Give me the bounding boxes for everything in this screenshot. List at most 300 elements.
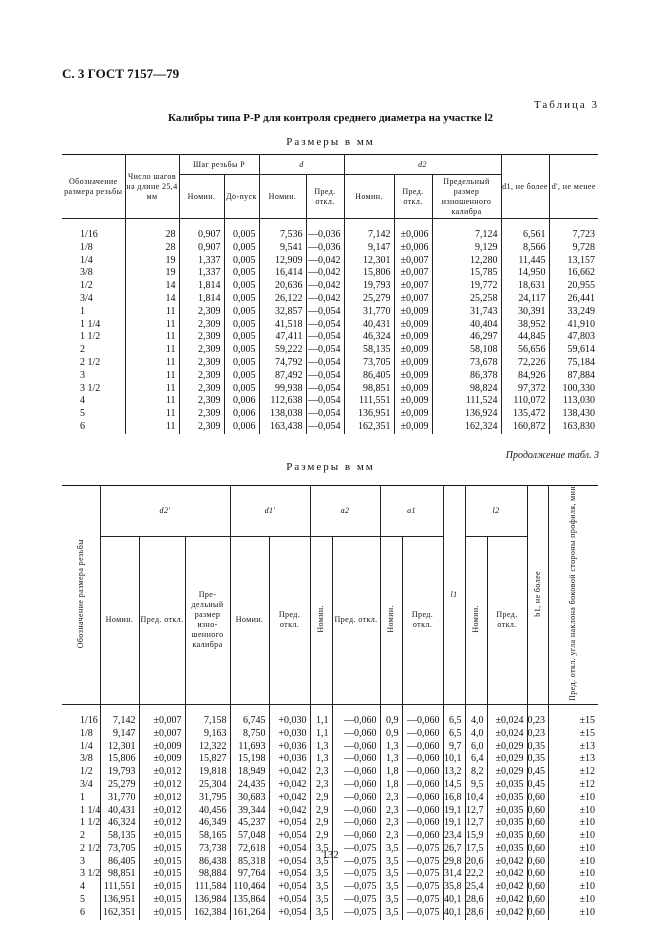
- table-cell: 26,441: [549, 293, 598, 306]
- table-row: [62, 881, 598, 894]
- table-cell: —0,054: [306, 306, 344, 319]
- table-cell: 3,5: [310, 907, 332, 920]
- table-cell: 0,005: [224, 255, 259, 268]
- table-cell: 14,950: [501, 267, 549, 280]
- table-cell: —0,054: [306, 421, 344, 434]
- table-cell: 2,309: [179, 383, 224, 396]
- table-cell: 23,4: [443, 830, 465, 843]
- table-cell: ±10: [548, 792, 598, 805]
- table-cell: ±0,035: [487, 843, 527, 856]
- thread-size: 1/16: [62, 219, 125, 242]
- thread-size: 1 1/2: [62, 331, 125, 344]
- table-cell: —0,054: [306, 395, 344, 408]
- table-cell: 2,309: [179, 306, 224, 319]
- table-row: [62, 408, 598, 421]
- table-cell: +0,042: [269, 779, 310, 792]
- thread-size: 3: [62, 370, 125, 383]
- table-cell: 0,60: [527, 881, 548, 894]
- thread-size: 6: [62, 907, 100, 920]
- table-cell: —0,042: [306, 293, 344, 306]
- table-cell: 86,378: [432, 370, 501, 383]
- table-cell: 18,631: [501, 280, 549, 293]
- table-cell: 13,157: [549, 255, 598, 268]
- table-cell: 9,147: [344, 242, 394, 255]
- col2-a2-nom: Номин.: [310, 536, 332, 704]
- thread-size: 1/4: [62, 741, 100, 754]
- table-cell: 1,814: [179, 280, 224, 293]
- table-row: [62, 370, 598, 383]
- col2-l1: l1: [443, 486, 465, 705]
- table-row: [62, 766, 598, 779]
- table-cell: —0,060: [402, 817, 443, 830]
- table-cell: 97,372: [501, 383, 549, 396]
- table-cell: 14,5: [443, 779, 465, 792]
- table-cell: ±0,009: [394, 331, 432, 344]
- table-cell: ±10: [548, 894, 598, 907]
- table-row: [62, 894, 598, 907]
- table-cell: —0,054: [306, 383, 344, 396]
- table-cell: 136,951: [100, 894, 139, 907]
- thread-size: 1/2: [62, 766, 100, 779]
- table-cell: 97,764: [230, 868, 269, 881]
- table-cell: 3,5: [310, 843, 332, 856]
- table-cell: 11: [125, 319, 179, 332]
- table-row: [62, 907, 598, 920]
- table-row: [62, 344, 598, 357]
- table-cell: 19,793: [344, 280, 394, 293]
- table-cell: —0,075: [332, 856, 380, 869]
- table-number: Таблица 3: [533, 99, 599, 111]
- table-cell: 28: [125, 242, 179, 255]
- table-cell: —0,075: [402, 856, 443, 869]
- table-cell: ±0,035: [487, 792, 527, 805]
- table-cell: 99,938: [259, 383, 306, 396]
- table-cell: 9,147: [100, 728, 139, 741]
- table-cell: 136,984: [185, 894, 230, 907]
- table-cell: ±0,009: [394, 421, 432, 434]
- table-cell: 3,5: [380, 868, 402, 881]
- table-cell: 19,818: [185, 766, 230, 779]
- col-d-dev: Пред. откл.: [306, 175, 344, 219]
- table-row: [62, 255, 598, 268]
- col-d-nom: Номин.: [259, 175, 306, 219]
- table-cell: ±0,035: [487, 817, 527, 830]
- thread-size: 1 1/4: [62, 319, 125, 332]
- table-cell: 1,3: [380, 741, 402, 754]
- table-cell: 73,705: [344, 357, 394, 370]
- table-cell: —0,054: [306, 370, 344, 383]
- table-cell: 0,60: [527, 868, 548, 881]
- thread-size: 1/8: [62, 728, 100, 741]
- table-cell: 28,6: [465, 894, 487, 907]
- table-cell: +0,030: [269, 704, 310, 727]
- col2-d2p: d2': [100, 486, 230, 537]
- table-cell: 0,60: [527, 805, 548, 818]
- thread-size: 4: [62, 395, 125, 408]
- table-cell: 12,909: [259, 255, 306, 268]
- col2-a1-nom: Номин.: [380, 536, 402, 704]
- table-cell: —0,060: [332, 817, 380, 830]
- table-cell: 6,561: [501, 219, 549, 242]
- table-cell: 46,324: [100, 817, 139, 830]
- table-cell: 1,3: [310, 741, 332, 754]
- table-cell: 35,8: [443, 881, 465, 894]
- table-cell: 40,404: [432, 319, 501, 332]
- table-cell: 16,8: [443, 792, 465, 805]
- table-cell: ±0,009: [139, 753, 185, 766]
- table-cell: ±0,007: [394, 293, 432, 306]
- table-cell: 2,309: [179, 395, 224, 408]
- table-cell: 11: [125, 395, 179, 408]
- table-cell: 6,745: [230, 704, 269, 727]
- table-cell: —0,060: [402, 704, 443, 727]
- table-cell: 162,384: [185, 907, 230, 920]
- table-cell: 0,005: [224, 219, 259, 242]
- table-cell: 110,072: [501, 395, 549, 408]
- table-cell: —0,060: [402, 805, 443, 818]
- table-cell: 75,184: [549, 357, 598, 370]
- table-cell: 0,60: [527, 843, 548, 856]
- table-cell: ±0,042: [487, 894, 527, 907]
- table-cell: 0,907: [179, 219, 224, 242]
- thread-size: 2: [62, 830, 100, 843]
- units-label: Размеры в мм: [286, 136, 375, 148]
- col2-d2p-nom: Номин.: [100, 536, 139, 704]
- thread-size: 1 1/4: [62, 805, 100, 818]
- table-cell: 12,7: [465, 817, 487, 830]
- table-cell: 59,614: [549, 344, 598, 357]
- table-cell: 6,0: [465, 741, 487, 754]
- table-cell: 16,414: [259, 267, 306, 280]
- table-cell: —0,042: [306, 255, 344, 268]
- table-cell: —0,060: [332, 741, 380, 754]
- table-cell: —0,060: [402, 766, 443, 779]
- table-cell: 7,142: [344, 219, 394, 242]
- table-cell: —0,060: [332, 779, 380, 792]
- table-cell: 87,492: [259, 370, 306, 383]
- table-cell: 0,005: [224, 319, 259, 332]
- table-cell: 7,536: [259, 219, 306, 242]
- thread-size: 3: [62, 856, 100, 869]
- table-cell: 0,35: [527, 741, 548, 754]
- table-cell: ±0,015: [139, 881, 185, 894]
- table-cell: 86,438: [185, 856, 230, 869]
- table-cell: ±15: [548, 728, 598, 741]
- units-label-2: Размеры в мм: [286, 461, 375, 473]
- table-row: [62, 242, 598, 255]
- table-cell: 1,3: [310, 753, 332, 766]
- continuation-label: Продолжение табл. 3: [505, 450, 599, 461]
- table-cell: 47,803: [549, 331, 598, 344]
- table-cell: 0,60: [527, 856, 548, 869]
- table-cell: 0,005: [224, 267, 259, 280]
- table-cell: +0,054: [269, 881, 310, 894]
- table-row: [62, 704, 598, 727]
- table-cell: ±0,015: [139, 830, 185, 843]
- table-cell: ±13: [548, 753, 598, 766]
- table-cell: 12,280: [432, 255, 501, 268]
- table-cell: 0,60: [527, 907, 548, 920]
- table-cell: 0,006: [224, 395, 259, 408]
- table-cell: 8,2: [465, 766, 487, 779]
- table-cell: ±10: [548, 881, 598, 894]
- table-cell: 0,60: [527, 894, 548, 907]
- table-row: [62, 753, 598, 766]
- page-header: С. 3 ГОСТ 7157—79: [62, 66, 180, 81]
- table-cell: 2,3: [310, 766, 332, 779]
- table-cell: 0,23: [527, 704, 548, 727]
- table-cell: 86,405: [100, 856, 139, 869]
- col2-a2: a2: [310, 486, 380, 537]
- table-cell: 3,5: [380, 881, 402, 894]
- table-cell: 31,4: [443, 868, 465, 881]
- col-designation: Обозначение размера резьбы: [62, 155, 125, 219]
- table-cell: 41,910: [549, 319, 598, 332]
- thread-size: 3/4: [62, 293, 125, 306]
- thread-size: 1/8: [62, 242, 125, 255]
- table-cell: 11: [125, 357, 179, 370]
- table-cell: +0,042: [269, 792, 310, 805]
- col2-a1-dev: Пред. откл.: [402, 536, 443, 704]
- thread-size: 6: [62, 421, 125, 434]
- table-cell: 0,45: [527, 779, 548, 792]
- table-cell: 9,728: [549, 242, 598, 255]
- table-cell: 0,35: [527, 753, 548, 766]
- table-cell: 8,566: [501, 242, 549, 255]
- table-cell: —0,036: [306, 219, 344, 242]
- table-cell: ±0,015: [139, 868, 185, 881]
- table-cell: 6,4: [465, 753, 487, 766]
- table-row: [62, 868, 598, 881]
- table-cell: 6,5: [443, 728, 465, 741]
- table-row: [62, 293, 598, 306]
- table-cell: ±0,012: [139, 805, 185, 818]
- table-cell: 87,884: [549, 370, 598, 383]
- table-cell: 136,951: [344, 408, 394, 421]
- table-cell: —0,060: [332, 728, 380, 741]
- thread-size: 5: [62, 408, 125, 421]
- table-cell: —0,060: [402, 792, 443, 805]
- table-cell: ±0,009: [394, 319, 432, 332]
- table-cell: 57,048: [230, 830, 269, 843]
- table-cell: —0,060: [332, 830, 380, 843]
- table-cell: 98,851: [344, 383, 394, 396]
- table-cell: 0,006: [224, 408, 259, 421]
- table-cell: 12,301: [100, 741, 139, 754]
- table-cell: 40,431: [344, 319, 394, 332]
- table-row: [62, 319, 598, 332]
- table-cell: ±12: [548, 779, 598, 792]
- table-cell: 72,618: [230, 843, 269, 856]
- table-cell: 86,405: [344, 370, 394, 383]
- table-cell: ±0,012: [139, 817, 185, 830]
- table-cell: ±10: [548, 805, 598, 818]
- table-cell: 0,005: [224, 331, 259, 344]
- table-cell: ±0,024: [487, 728, 527, 741]
- table-cell: +0,042: [269, 766, 310, 779]
- table-cell: 41,518: [259, 319, 306, 332]
- table-cell: ±0,012: [139, 766, 185, 779]
- table-cell: ±0,042: [487, 907, 527, 920]
- table-cell: —0,060: [332, 704, 380, 727]
- table-cell: 7,723: [549, 219, 598, 242]
- table-cell: 162,351: [344, 421, 394, 434]
- table-cell: 10,1: [443, 753, 465, 766]
- table-cell: ±10: [548, 843, 598, 856]
- table-cell: 28: [125, 219, 179, 242]
- table-cell: 72,226: [501, 357, 549, 370]
- table-row: [62, 357, 598, 370]
- table-row: [62, 728, 598, 741]
- table-cell: 18,949: [230, 766, 269, 779]
- table-cell: 46,324: [344, 331, 394, 344]
- table-cell: 1,1: [310, 704, 332, 727]
- table-cell: 24,117: [501, 293, 549, 306]
- page-number: 132: [322, 849, 339, 861]
- table-cell: ±0,009: [394, 408, 432, 421]
- table-row: [62, 779, 598, 792]
- table-cell: 2,3: [310, 779, 332, 792]
- table-cell: —0,075: [332, 907, 380, 920]
- table-cell: —0,060: [402, 741, 443, 754]
- table-cell: 1,337: [179, 267, 224, 280]
- col2-l2-dev: Пред. откл.: [487, 536, 527, 704]
- table-cell: 25,258: [432, 293, 501, 306]
- table-cell: 26,122: [259, 293, 306, 306]
- thread-size: 3/4: [62, 779, 100, 792]
- table-cell: 2,309: [179, 370, 224, 383]
- table-cell: 136,924: [432, 408, 501, 421]
- table-cell: 11,445: [501, 255, 549, 268]
- table-cell: 40,431: [100, 805, 139, 818]
- table-cell: 20,636: [259, 280, 306, 293]
- table-cell: 3,5: [380, 856, 402, 869]
- table-cell: ±0,009: [394, 383, 432, 396]
- col2-a2-dev: Пред. откл.: [332, 536, 380, 704]
- table-cell: ±0,015: [139, 894, 185, 907]
- table-cell: 135,864: [230, 894, 269, 907]
- table-cell: 25,279: [344, 293, 394, 306]
- table-cell: 98,824: [432, 383, 501, 396]
- table-cell: —0,075: [402, 907, 443, 920]
- table-cell: 163,438: [259, 421, 306, 434]
- table-cell: 7,124: [432, 219, 501, 242]
- table-cell: 0,60: [527, 817, 548, 830]
- table-cell: —0,060: [402, 779, 443, 792]
- table-cell: ±13: [548, 741, 598, 754]
- table-cell: 11: [125, 370, 179, 383]
- table-cell: 58,165: [185, 830, 230, 843]
- col-d2-dev: Пред. откл.: [394, 175, 432, 219]
- table-cell: 73,705: [100, 843, 139, 856]
- table-cell: 8,750: [230, 728, 269, 741]
- thread-size: 2 1/2: [62, 843, 100, 856]
- table-cell: 15,806: [100, 753, 139, 766]
- table-cell: ±0,006: [394, 219, 432, 242]
- table-row: [62, 331, 598, 344]
- col2-l2-nom: Номин.: [465, 536, 487, 704]
- table-cell: 1,3: [380, 753, 402, 766]
- table-cell: +0,042: [269, 805, 310, 818]
- table-cell: 3,5: [310, 856, 332, 869]
- table-cell: 46,349: [185, 817, 230, 830]
- table-cell: —0,075: [402, 868, 443, 881]
- table-cell: —0,075: [402, 843, 443, 856]
- table-row: [62, 395, 598, 408]
- table-cell: 0,907: [179, 242, 224, 255]
- table-cell: 73,738: [185, 843, 230, 856]
- table-caption: Калибры типа Р-Р для контроля среднего диаметра на участке l2: [168, 112, 493, 124]
- table-cell: 160,872: [501, 421, 549, 434]
- table-cell: 46,297: [432, 331, 501, 344]
- table-cell: 31,770: [100, 792, 139, 805]
- table-cell: 138,430: [549, 408, 598, 421]
- table-cell: 2,3: [380, 792, 402, 805]
- table-cell: 15,827: [185, 753, 230, 766]
- table-cell: 29,8: [443, 856, 465, 869]
- table-cell: 2,309: [179, 331, 224, 344]
- thread-size: 1: [62, 306, 125, 319]
- table-cell: ±12: [548, 766, 598, 779]
- col2-designation: Обозначение размера резьбы: [62, 486, 100, 705]
- table-cell: 11: [125, 383, 179, 396]
- thread-size: 1 1/2: [62, 817, 100, 830]
- table-row: [62, 219, 598, 242]
- table-cell: 0,005: [224, 293, 259, 306]
- table-cell: 31,770: [344, 306, 394, 319]
- table-cell: 9,163: [185, 728, 230, 741]
- table-cell: 11: [125, 408, 179, 421]
- table-cell: +0,036: [269, 741, 310, 754]
- table-cell: 0,9: [380, 728, 402, 741]
- table-cell: 1,8: [380, 779, 402, 792]
- table-cell: 47,411: [259, 331, 306, 344]
- table-cell: 12,322: [185, 741, 230, 754]
- table-row: [62, 267, 598, 280]
- table-cell: +0,054: [269, 843, 310, 856]
- table-cell: ±0,009: [394, 357, 432, 370]
- table-cell: 11: [125, 421, 179, 434]
- table-cell: 26,7: [443, 843, 465, 856]
- table-cell: ±0,009: [394, 344, 432, 357]
- table-cell: 113,030: [549, 395, 598, 408]
- table-cell: 28,6: [465, 907, 487, 920]
- table-cell: 85,318: [230, 856, 269, 869]
- table-cell: 14: [125, 280, 179, 293]
- table-cell: ±0,015: [139, 843, 185, 856]
- table-cell: 40,1: [443, 894, 465, 907]
- table-cell: 40,1: [443, 907, 465, 920]
- table-cell: ±0,009: [394, 395, 432, 408]
- table-cell: ±0,029: [487, 766, 527, 779]
- table-cell: 0,60: [527, 792, 548, 805]
- table-cell: 32,857: [259, 306, 306, 319]
- table-cell: +0,054: [269, 907, 310, 920]
- table-cell: 3,5: [310, 868, 332, 881]
- thread-size: 1: [62, 792, 100, 805]
- col-d2-nom: Номин.: [344, 175, 394, 219]
- table-cell: 0,005: [224, 383, 259, 396]
- table-cell: —0,054: [306, 331, 344, 344]
- thread-size: 2 1/2: [62, 357, 125, 370]
- table-cell: 31,795: [185, 792, 230, 805]
- table-cell: ±10: [548, 907, 598, 920]
- table-cell: 4,0: [465, 728, 487, 741]
- table-cell: —0,075: [332, 843, 380, 856]
- table-cell: 1,337: [179, 255, 224, 268]
- table-cell: ±0,015: [139, 907, 185, 920]
- table-cell: —0,054: [306, 319, 344, 332]
